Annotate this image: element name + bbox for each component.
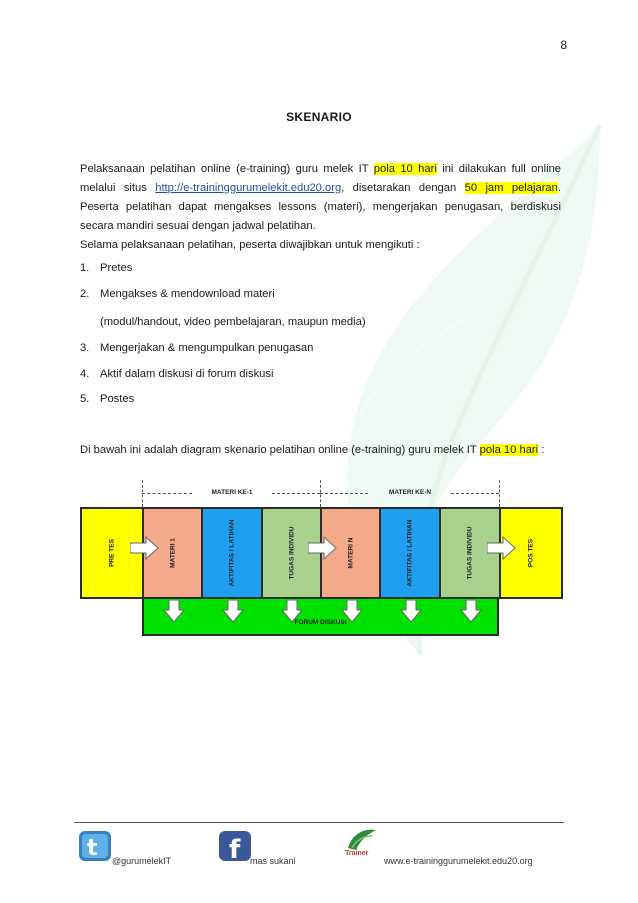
trainer-logo-text: Trainer bbox=[345, 850, 369, 857]
column-label: MATERI N bbox=[347, 537, 354, 569]
intro-text-3: , disetarakan dengan bbox=[341, 182, 465, 194]
divider-line bbox=[451, 493, 499, 494]
requirements-intro: Selama pelaksanaan pelatihan, peserta diwajibkan untuk mengikuti : bbox=[80, 239, 420, 251]
down-arrow-icon bbox=[281, 600, 303, 624]
down-arrow-icon bbox=[341, 600, 363, 624]
list-number: 4. bbox=[80, 368, 90, 380]
list-text: Postes bbox=[100, 393, 135, 405]
diagram-intro bbox=[80, 441, 561, 460]
list-text: Pretes bbox=[100, 262, 133, 274]
intro-text-2: ini dilakukan full online melalui situs bbox=[80, 163, 562, 194]
twitter-icon[interactable] bbox=[78, 830, 112, 862]
svg-text:t: t bbox=[87, 836, 98, 861]
column-label: PRE TES bbox=[108, 539, 116, 567]
highlight-pola-10-hari: pola 10 hari bbox=[373, 163, 437, 175]
list-text: Mengerjakan & mengumpulkan penugasan bbox=[100, 342, 314, 354]
divider-line bbox=[320, 493, 368, 494]
footer-divider bbox=[74, 822, 564, 823]
scenario-diagram bbox=[80, 480, 564, 650]
column-label: TUGAS INDIVIDU bbox=[288, 526, 295, 580]
column-label: TUGAS INDIVIDU bbox=[466, 526, 474, 580]
list-item bbox=[80, 342, 313, 354]
trainer-logo bbox=[340, 826, 380, 864]
page-number: 8 bbox=[560, 38, 567, 52]
list-item-detail bbox=[100, 316, 366, 328]
diagram-intro-text: Di bawah ini adalah diagram skenario pelatihan online (e-training) guru melek IT bbox=[80, 444, 480, 456]
intro-text-1: Pelaksanaan pelatihan online (e-training) guru melek IT bbox=[80, 163, 374, 175]
page-footer bbox=[0, 830, 638, 870]
diagram-intro-end: : bbox=[538, 444, 545, 456]
column-aktifitas-latihan-n bbox=[379, 507, 441, 599]
highlight-50-jam: 50 jam pelajaran bbox=[464, 182, 558, 194]
divider-line bbox=[499, 480, 500, 507]
training-site-link[interactable]: http://e-traininggurumelekit.edu20.org bbox=[155, 182, 342, 194]
list-number: 1. bbox=[80, 262, 90, 274]
forum-diskusi-label: FORUM DISKUSI bbox=[294, 619, 347, 626]
highlight-pola-10-hari-2: pola 10 hari bbox=[479, 444, 539, 456]
website-url[interactable]: www.e-traininggurumelekit.edu20.org bbox=[384, 856, 533, 866]
intro-paragraph bbox=[80, 160, 561, 236]
twitter-handle: @gurumelekIT bbox=[112, 856, 172, 866]
list-item bbox=[80, 262, 132, 274]
list-item bbox=[80, 393, 134, 405]
down-arrow-icon bbox=[460, 600, 482, 624]
down-arrow-icon bbox=[163, 600, 185, 624]
list-number: 2. bbox=[80, 288, 90, 300]
materi-ke-n-label: MATERI KE-N bbox=[388, 489, 432, 496]
down-arrow-icon bbox=[400, 600, 422, 624]
list-item bbox=[80, 368, 273, 380]
divider-line bbox=[142, 493, 192, 494]
svg-text:f: f bbox=[229, 835, 241, 862]
list-text: (modul/handout, video pembelajaran, maupun media) bbox=[100, 316, 366, 328]
page-title: SKENARIO bbox=[286, 110, 352, 124]
divider-line bbox=[272, 493, 320, 494]
column-label: POS TES bbox=[527, 538, 535, 568]
materi-ke-1-label: MATERI KE-1 bbox=[211, 489, 253, 496]
column-label: AKTIFITAS / LATIHAN bbox=[228, 519, 236, 587]
column-label: MATERI 1 bbox=[169, 538, 176, 568]
list-text: Aktif dalam diskusi di forum diskusi bbox=[100, 368, 274, 380]
list-number: 5. bbox=[80, 393, 90, 405]
right-arrow-icon bbox=[487, 536, 517, 560]
column-aktifitas-latihan-1 bbox=[201, 507, 263, 599]
facebook-name: mas sukani bbox=[250, 856, 296, 866]
list-number: 3. bbox=[80, 342, 90, 354]
intro-text-4: . Peserta pelatihan dapat mengakses lessons (materi), mengerjakan penugasan, berdiskusi secara mandiri sesuai dengan jadwal pelatihan. bbox=[80, 182, 561, 232]
down-arrow-icon bbox=[222, 600, 244, 624]
facebook-icon[interactable] bbox=[218, 830, 252, 862]
right-arrow-icon bbox=[308, 536, 338, 560]
list-item bbox=[80, 288, 275, 300]
column-label: AKTIFITAS / LATIHAN bbox=[406, 519, 414, 587]
right-arrow-icon bbox=[130, 536, 160, 560]
list-text: Mengakses & mendownload materi bbox=[100, 288, 275, 300]
